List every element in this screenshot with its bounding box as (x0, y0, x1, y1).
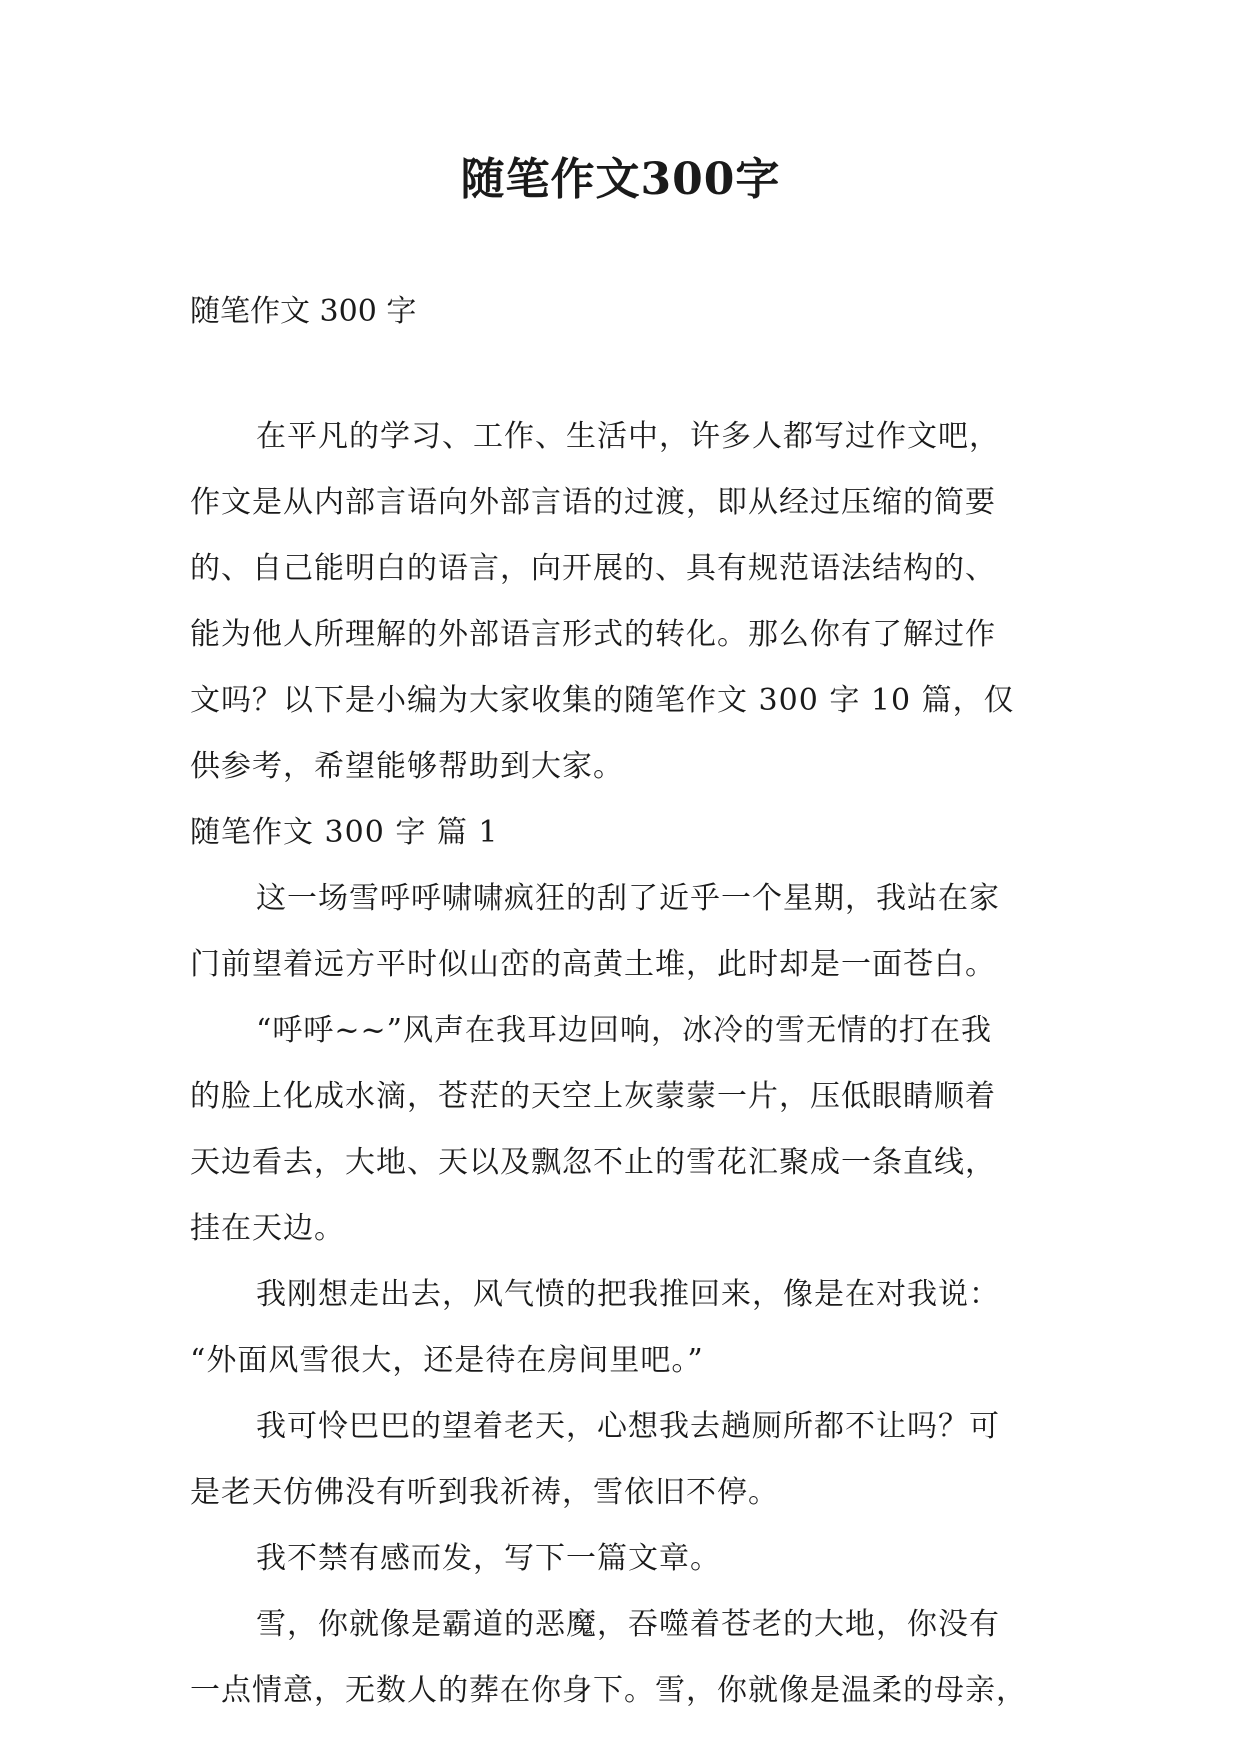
text-line: 挂在天边。 (190, 1211, 345, 1246)
text-line: 的脸上化成水滴，苍茫的天空上灰蒙蒙一片，压低眼睛顺着 (190, 1079, 996, 1114)
text-line: 天边看去，大地、天以及飘忽不止的雪花汇聚成一条直线， (190, 1145, 996, 1180)
text-line: 我可怜巴巴的望着老天，心想我去趟厕所都不让吗？可 (256, 1409, 1000, 1444)
text-line: 能为他人所理解的外部语言形式的转化。那么你有了解过作 (190, 617, 996, 652)
text-line: 在平凡的学习、工作、生活中，许多人都写过作文吧， (256, 419, 1000, 454)
text-line: 一点情意，无数人的葬在你身下。雪，你就像是温柔的母亲， (190, 1673, 1027, 1708)
text-line: 我不禁有感而发，写下一篇文章。 (256, 1541, 721, 1576)
text-line: 文吗？以下是小编为大家收集的随笔作文 300 字 10 篇，仅 (190, 683, 1015, 718)
document-subtitle: 随笔作文 300 字 (190, 294, 417, 329)
document-body (190, 404, 1070, 1724)
document-title: 随笔作文300字 (460, 154, 781, 205)
text-line: 这一场雪呼呼啸啸疯狂的刮了近乎一个星期，我站在家 (256, 881, 1000, 916)
text-line: 的、自己能明白的语言，向开展的、具有规范语法结构的、 (190, 551, 996, 586)
text-line: 随笔作文 300 字 篇 1 (190, 815, 499, 850)
text-line: 门前望着远方平时似山峦的高黄土堆，此时却是一面苍白。 (190, 947, 996, 982)
text-line: “呼呼~~”风声在我耳边回响，冰冷的雪无情的打在我 (256, 1013, 992, 1048)
text-line: 是老天仿佛没有听到我祈祷，雪依旧不停。 (190, 1475, 779, 1510)
text-line: 作文是从内部言语向外部言语的过渡，即从经过压缩的简要 (190, 485, 996, 520)
text-line: “外面风雪很大，还是待在房间里吧。” (190, 1343, 704, 1378)
text-line: 雪，你就像是霸道的恶魔，吞噬着苍老的大地，你没有 (256, 1607, 1000, 1642)
text-line: 我刚想走出去，风气愤的把我推回来，像是在对我说： (256, 1277, 1000, 1312)
text-line: 供参考，希望能够帮助到大家。 (190, 749, 624, 784)
